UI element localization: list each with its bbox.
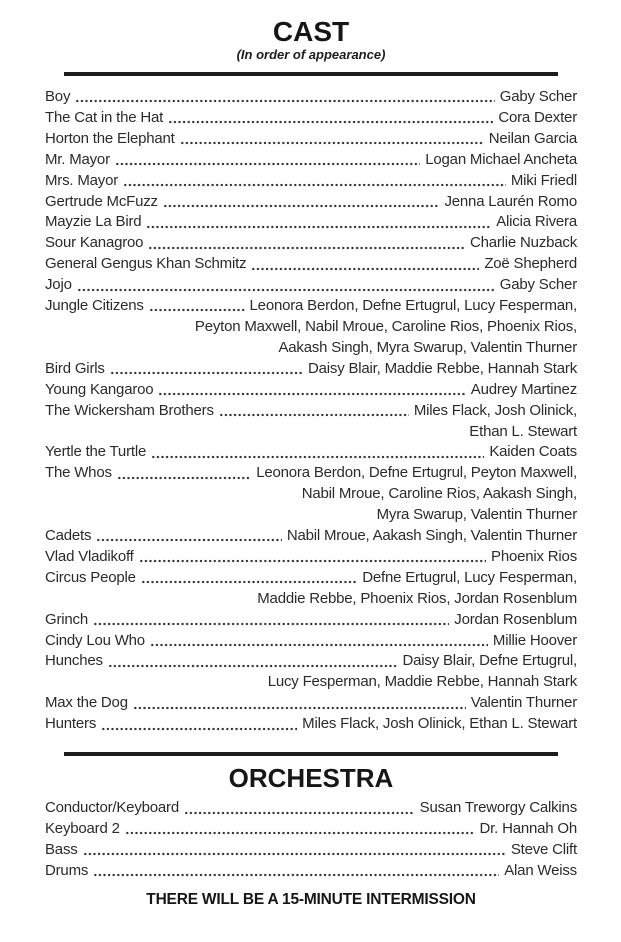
role-name: Hunters — [45, 715, 97, 733]
role-name: Grinch — [45, 610, 88, 628]
leader-dots — [93, 610, 449, 631]
leader-dots — [123, 171, 506, 192]
performer-names: Leonora Berdon, Defne Ertugrul, Peyton Maxwell, — [256, 464, 577, 482]
role-name: Boy — [45, 88, 71, 105]
leader-dots — [168, 108, 493, 129]
leader-dots — [133, 693, 466, 714]
leader-dots — [125, 819, 475, 840]
cast-entry — [45, 87, 577, 108]
cast-entry — [45, 254, 577, 275]
cast-entry — [45, 275, 577, 296]
cast-entry-continuation — [45, 317, 577, 338]
role-name: Cindy Lou Who — [45, 631, 145, 649]
orchestra-list — [45, 798, 577, 882]
performer-names: Charlie Nuzback — [469, 234, 577, 252]
role-name: Hunches — [45, 652, 103, 670]
leader-dots — [115, 150, 420, 171]
role-name: Sour Kanagroo — [45, 234, 144, 252]
leader-dots — [108, 651, 398, 672]
role-name: Cadets — [45, 527, 92, 545]
role-name: The Cat in the Hat — [45, 108, 164, 126]
cast-entry — [45, 150, 577, 171]
cast-entry — [45, 547, 577, 568]
leader-dots — [219, 401, 409, 422]
leader-dots — [184, 798, 415, 819]
orchestra-divider-rule — [64, 752, 558, 756]
performer-names: Jenna Laurén Romo — [444, 192, 577, 210]
performer-names: Miki Friedl — [510, 171, 577, 189]
leader-dots — [93, 861, 499, 882]
leader-dots — [117, 463, 251, 484]
orchestra-entry — [45, 840, 577, 861]
cast-entry — [45, 463, 577, 484]
performer-names: Phoenix Rios — [491, 547, 577, 565]
cast-entry — [45, 568, 577, 589]
cast-entry-continuation — [45, 589, 577, 610]
cast-entry — [45, 192, 577, 213]
cast-entry-continuation — [45, 338, 577, 359]
role-name: Bass — [45, 840, 78, 858]
performer-names: Audrey Martinez — [470, 380, 577, 398]
orchestra-entry — [45, 861, 577, 882]
top-divider-rule — [64, 72, 558, 76]
leader-dots — [139, 547, 486, 568]
orchestra-entry — [45, 798, 577, 819]
performer-names: Jordan Rosenblum — [454, 610, 577, 628]
performer-names: Cora Dexter — [498, 108, 577, 126]
role-name: Horton the Elephant — [45, 129, 175, 147]
role-name: Vlad Vladikoff — [45, 547, 134, 565]
leader-dots — [180, 129, 484, 150]
performer-names: Maddie Rebbe, Phoenix Rios, Jordan Rosenblum — [257, 589, 577, 607]
cast-entry — [45, 714, 577, 735]
performer-names: Valentin Thurner — [470, 694, 577, 712]
cast-list — [45, 87, 577, 735]
cast-entry — [45, 401, 577, 422]
role-name: Mr. Mayor — [45, 150, 110, 168]
role-name: Mayzie La Bird — [45, 213, 142, 231]
performer-names: Dr. Hannah Oh — [479, 820, 577, 837]
role-name: Keyboard 2 — [45, 820, 120, 837]
cast-entry — [45, 359, 577, 380]
cast-entry — [45, 442, 577, 463]
leader-dots — [149, 296, 245, 317]
performer-names: Steve Clift — [510, 840, 577, 858]
cast-entry-continuation — [45, 672, 577, 693]
leader-dots — [148, 233, 465, 254]
role-name: Bird Girls — [45, 359, 105, 377]
leader-dots — [163, 192, 440, 213]
cast-entry — [45, 631, 577, 652]
performer-names: Zoë Shepherd — [484, 255, 577, 273]
leader-dots — [110, 359, 303, 380]
role-name: Yertle the Turtle — [45, 443, 147, 461]
role-name: Young Kangaroo — [45, 380, 154, 398]
performer-names: Defne Ertugrul, Lucy Fesperman, — [362, 568, 577, 586]
leader-dots — [141, 568, 357, 589]
cast-entry-continuation — [45, 484, 577, 505]
cast-entry — [45, 129, 577, 150]
performer-names: Daisy Blair, Maddie Rebbe, Hannah Stark — [307, 359, 577, 377]
performer-names: Nabil Mroue, Caroline Rios, Aakash Singh, — [301, 485, 577, 503]
performer-names: Lucy Fesperman, Maddie Rebbe, Hannah Stark — [267, 673, 577, 691]
role-name: Drums — [45, 861, 89, 879]
cast-entry — [45, 380, 577, 401]
performer-names: Ethan L. Stewart — [469, 422, 577, 440]
performer-names: Miles Flack, Josh Olinick, Ethan L. Stewart — [302, 715, 577, 733]
cast-title: CAST — [272, 16, 350, 47]
leader-dots — [251, 254, 479, 275]
performer-names: Miles Flack, Josh Olinick, — [413, 401, 577, 419]
cast-entry — [45, 610, 577, 631]
performer-names: Alicia Rivera — [496, 213, 577, 231]
performer-names: Myra Swarup, Valentin Thurner — [376, 506, 577, 524]
leader-dots — [77, 275, 495, 296]
role-name: Mrs. Mayor — [45, 171, 119, 189]
leader-dots — [101, 714, 297, 735]
role-name: Gertrude McFuzz — [45, 192, 158, 210]
cast-entry-continuation — [45, 422, 577, 443]
performer-names: Kaiden Coats — [489, 443, 577, 461]
performer-names: Logan Michael Ancheta — [425, 150, 577, 168]
role-name: Conductor/Keyboard — [45, 799, 179, 817]
performer-names: Alan Weiss — [504, 861, 577, 879]
performer-names: Gaby Scher — [499, 276, 577, 294]
cast-entry-continuation — [45, 505, 577, 526]
performer-names: Millie Hoover — [492, 631, 577, 649]
role-name: Max the Dog — [45, 694, 128, 712]
role-name: The Wickersham Brothers — [45, 401, 214, 419]
leader-dots — [83, 840, 506, 861]
leader-dots — [158, 380, 465, 401]
performer-names: Daisy Blair, Defne Ertugrul, — [402, 652, 577, 670]
role-name: Circus People — [45, 568, 136, 586]
performer-names: Aakash Singh, Myra Swarup, Valentin Thurner — [278, 338, 577, 356]
cast-entry — [45, 526, 577, 547]
role-name: General Gengus Khan Schmitz — [45, 255, 247, 273]
performer-names: Neilan Garcia — [488, 129, 577, 147]
role-name: Jojo — [45, 276, 72, 294]
performer-names: Leonora Berdon, Defne Ertugrul, Lucy Fesperman, — [249, 297, 577, 315]
role-name: The Whos — [45, 464, 112, 482]
cast-entry — [45, 693, 577, 714]
leader-dots — [150, 631, 488, 652]
cast-entry — [45, 651, 577, 672]
performer-names: Nabil Mroue, Aakash Singh, Valentin Thurner — [286, 527, 577, 545]
orchestra-title: ORCHESTRA — [228, 763, 394, 794]
leader-dots — [75, 87, 495, 108]
cast-entry — [45, 171, 577, 192]
leader-dots — [96, 526, 281, 547]
performer-names: Gaby Scher — [499, 88, 577, 105]
intermission-note: THERE WILL BE A 15-MINUTE INTERMISSION — [146, 890, 476, 908]
cast-subtitle: (In order of appearance) — [236, 47, 386, 62]
cast-entry — [45, 233, 577, 254]
role-name: Jungle Citizens — [45, 297, 144, 315]
performer-names: Susan Treworgy Calkins — [419, 799, 577, 817]
cast-entry — [45, 296, 577, 317]
leader-dots — [146, 212, 491, 233]
cast-entry — [45, 108, 577, 129]
performer-names: Peyton Maxwell, Nabil Mroue, Caroline Rios, Phoenix Rios, — [194, 317, 577, 335]
orchestra-entry — [45, 819, 577, 840]
leader-dots — [151, 442, 484, 463]
cast-entry — [45, 212, 577, 233]
